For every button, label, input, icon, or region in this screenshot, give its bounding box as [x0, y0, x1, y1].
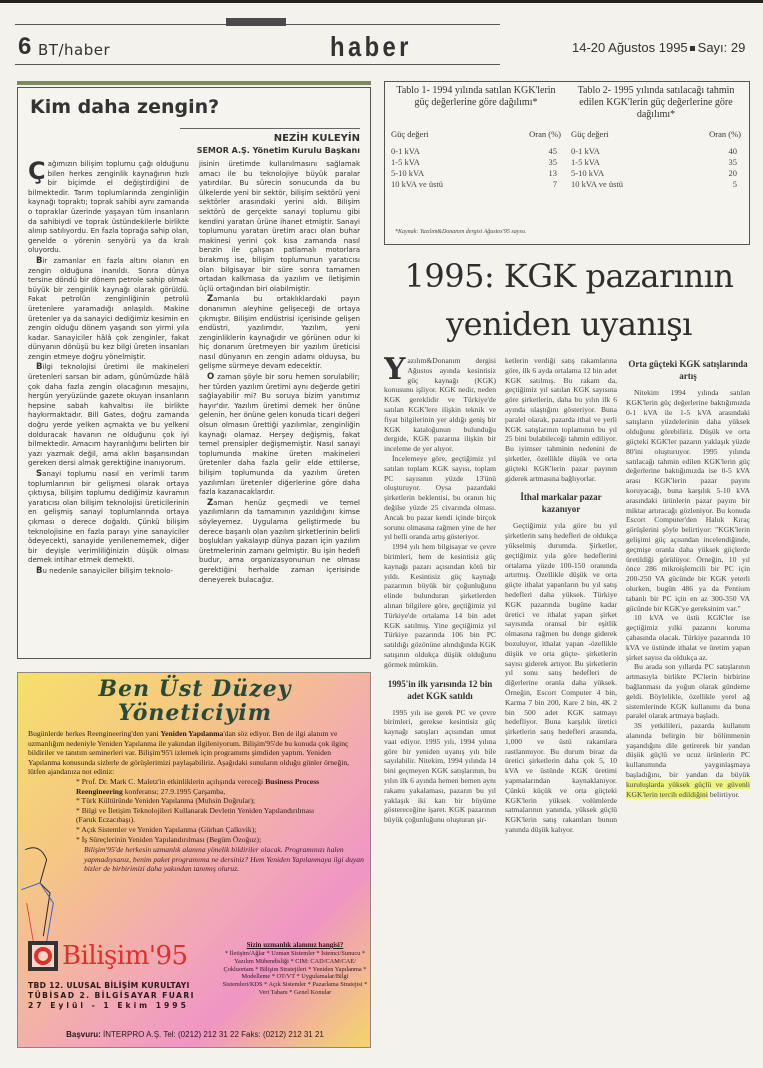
byline: [180, 128, 360, 156]
expertise-list: * İletişim/Ağlar * Uzman Sistemler * İstemci/Sunucu * Yazılım Mühendisliği * CIM: CAD/CAM/CAE/Çokluortam * Bilişim Stratejileri * Yeniden Yapılanma * Modelleme * OT/VT * Uygulamalar/Bilgi Sistemleri/KDS * Açık Sistemler * Pazarlama Stratejisi * Veri Tabanı * Genel Konular: [222, 950, 368, 996]
column-article: [17, 87, 371, 659]
paragraph: [199, 295, 360, 372]
lead-letter: B: [36, 362, 43, 373]
power-value: 10 kVA ve üstü: [571, 179, 624, 189]
section-title: haber: [330, 31, 412, 62]
table-row: [391, 179, 561, 190]
column-header-power: Güç değeri: [391, 129, 429, 139]
ratio-value: 40: [728, 146, 737, 156]
table-2-title: Tablo 2- 1995 yılında satılacağı tahmin edilen KGK'lerin güç değerlerine göre dağılımı*: [577, 85, 735, 120]
event-dates: 27 Eylül - 1 Ekim 1995: [28, 1001, 189, 1010]
power-value: 5-10 kVA: [571, 168, 605, 178]
ad-headline-line-2: Yöneticiyim: [117, 700, 273, 726]
ad-session-item: [76, 825, 364, 835]
article-column-1: [28, 157, 189, 586]
text-run: belirtiyor.: [707, 789, 740, 799]
session-text: * İş Süreçlerinin Yeniden Yapılandırılması (Begüm Özoğuz);: [76, 834, 262, 844]
table-1995: [571, 85, 741, 190]
page-number: 6: [18, 33, 32, 60]
table-row: [391, 168, 561, 179]
paragraph: Nitekim 1994 yılında satılan KGK'lerin güç değerlerine baktığımızda 0-1 kVA ile 1-5 kVA arasındaki satışların yüzdelerinin daha yüksek olduğunu görebiliriz. Düşük ve orta güçteki KGK'ler pazarın yaklaşık yüzde 80'ini oluşturuyor. 1995 yılında satılacağı tahmin edilen KGK'lerin güç değerlerine baktığımızda ise 0-5 kVA arası KGK'lerin pazar payını koruyacağı, buna karşılık 5-10 kVA arasındaki ürünlerin pazar payını bir miktar artıracağı gözleniyor. Bu konuda Escort Computer'den Haluk Kıraç görüşlerini şöyle belirtiyor: "KGK'lerin gelişimi güç açısından incelendiğinde, geçmişe oranla daha yüksek güçlerde üretildiği görülüyor. Örneğin, 10 yıl önce 286 mikroişlemcili bir PC için 200-250 VA gücünde bir KGK yeterli olurken, bugün 486 ya da Pentium tabanlı bir PC için en az 300-350 VA gücünde bir KGK'ye gereksinim var.": [626, 388, 750, 613]
paragraph: Bu arada son yıllarda PC satışlarının artmasıyla birlikte PC'lerin birbirine bağlanması da yoğun olarak gündeme geldi. Böylelikle, özellikle yerel ağ sistemlerinde KGK kullanımı da buna paralel olarak artmaya başladı.: [626, 662, 750, 721]
brand-logo: BT/haber: [38, 41, 111, 59]
session-text: * Prof. Dr. Mark C. Maletz'in etkinliklerin açılışında vereceği: [76, 776, 266, 786]
article-accent-bar: [17, 81, 371, 85]
organizer-line-1: TBD 12. ULUSAL BİLİŞİM KURULTAYI: [28, 981, 190, 990]
paragraph: [28, 363, 189, 469]
header-rule-bottom: [15, 64, 500, 65]
logo-mark-icon: [28, 941, 58, 971]
table-1-rows: [391, 146, 561, 190]
paragraph: İncelemeye göre, geçtiğimiz yıl satılan toplam KGK sayısı, toplam PC sayısının yüzde 13'ünü oluşturuyor. Oysa pazardaki şirketlerin beklentisi, bu oranın hiç değilse yüzde 25 civarında olması. Ancak bu pazar kendi içinde birçok sorunu olmasına rağmen yine de her yıl belli oranda artış gösteriyor.: [384, 453, 496, 542]
article-column-3: [626, 356, 750, 1056]
ad-session-item: [76, 815, 364, 825]
lead-letter: B: [36, 565, 43, 576]
table-2-header: [571, 129, 741, 140]
lead-letter: Z: [207, 497, 214, 508]
ad-intro-text: 'dan söz ediyor. Ben de ilgi alanım ve uzmanlığım nedeniyle Yeniden Yapılanma ile yakından ilgileniyorum. Bilişim'95'de bu konuda çok ilginç bildiriler ve tanıtım seminerleri var. Bilişim'95'i izlemek için programımı şimdiden yaptım. Yeniden Yapılanma konusunda sizlerle de görüşlerimizi paylaşabiliriz. Aşağıdaki sunuların olduğu günler örneğin, lütfen ajandanıza not ediniz:: [28, 729, 350, 777]
subheading: 1995'in ilk yarısında 12 bin adet KGK satıldı: [387, 678, 493, 701]
drop-cap: Ç: [28, 157, 46, 185]
ratio-value: 35: [728, 157, 737, 167]
issue-info: [572, 40, 745, 55]
drop-cap: Y: [384, 356, 406, 387]
ad-headline-line-1: Ben Üst Düzey: [98, 676, 292, 702]
paragraph-text: ir zamanlar en fazla altını olanın en zengin olduğuna inanıldı. Sonra dünya tersine döndü bir dönem petrole sahip olmak büyük bir zenginlik kaynağı olarak görüldü. Fakat petrolün zenginliğinin petrolü üretenlere yaramadığı anlaşıldı. Makine üretenler ya da sanayici dediğimiz kesimin en zengin olduğu dönem yaşandı son yirmi yıla kadar. Sanayiciler hâlâ çok zenginler, fakat dünyanın dönüşü bu kez bilgi üreten insanları zengin etmeye doğru yönelmiştir.: [28, 256, 189, 361]
session-text: konferansı; 27.9.1995 Çarşamba,: [122, 786, 226, 796]
paragraph: 1995 yılı ise gerek PC ve çevre birimleri, gerekse kesintisiz güç kaynağı satışları açısından umut vaat ediyor. 1995 yılı, 1994 yılına göre bir yeniden uyanış yılı bile sayılabilir. Nitekim, 1994 yılında 14 bini geçmeyen KGK satışlarının, bu yılın ilk 6 ayında hemen hemen aynı rakamı yakalaması, pazarın bu yıl yaklaşık iki katı bir büyüme göstereceğine işaret. KGK pazarının büyük çoğunluğunu oluşturan şir-: [384, 707, 496, 825]
column-header-ratio: Oran (%): [709, 129, 741, 139]
lead-letter: S: [36, 469, 43, 479]
article-column-1: [384, 356, 496, 1056]
issue-number: Sayı: 29: [697, 40, 746, 55]
table-row: [391, 146, 561, 157]
session-text: (Faruk Eczacıbaşı).: [76, 815, 136, 825]
session-text: * Bilgi ve İletişim Teknolojileri Kullanarak Devletin Yeniden Yapılandırılması: [76, 805, 315, 815]
paragraph: [28, 157, 189, 256]
subheading: Orta güçteki KGK satışlarında artış: [628, 359, 748, 381]
paragraph: 1994 yılı hem bilgisayar ve çevre birimleri, hem de kesintisiz güç kaynağı pazarı açısından kötü bir yıldı. Kesintisiz güç kaynağı pazarının büyük bir çoğunluğunu elinde bulunduran şirketlerden alınan bilgilere göre, geçtiğimiz yıl Türkiye'de ortalama 14 bin adet KGK satılmış. Yine geçtiğimiz yıl Türkiye pazarında 106 bin PC satıldığı gözönüne alındığında KGK satışının oldukça düşük olduğunu görmek mümkün.: [384, 542, 496, 669]
article-column-2: [199, 160, 360, 586]
paragraph: Geçtiğimiz yıla göre bu yıl şirketlerin satış hedefleri de oldukça yükselmiş durumda. Şirketler, geçtiğimiz yıla göre hedeflerini ortalama yüzde 100-150 oranında artırmış. Özellikle düşük ve orta güçte ithalat yapanların bu yıl satış hedefleri daha yüksek. Türkiye KGK pazarında bugüne kadar üretici ve ithalat yapan şirket sayısında oransal bir eşitlik olmasına rağmen bu denge giderek bozuluyor, ithalat yapan -özellikle düşük ve orta güçte- şirketlerin sayısı giderek artıyor. Bu şirketlerin yıl sonu satış hedefleri de diğerlerine oranla daha yüksek. Örneğin, Escort Computer 4 bin, Karma 7 bin 200, Kare 2 bin, 4K 2 bin 500 adet KGK satmayı hedefliyor. Buna karşılık üretici şirketlerin satış hedefleri arasında, 1,000 ve üstü rakamlara rastlanmıyor. Bu durum biraz da üretici şirketlerin daha çok 5, 10 kVA ve üstünde KGK üretimi yapmalarından kaynaklanıyor. Çünkü küçük ve orta güçteki KGK'lerin yüksek volümlerde satmalarının yanında, yüksek güçlü KGK'lerin satış rakamları bunun yanında düşük kalıyor.: [505, 521, 617, 835]
power-value: 1-5 kVA: [571, 157, 600, 167]
ad-body: [28, 729, 364, 874]
table-1-header: [391, 129, 561, 140]
bilisim95-logo: [28, 941, 188, 971]
table-2-rows: [571, 146, 741, 190]
ratio-value: 45: [548, 146, 557, 156]
ad-session-item: [76, 777, 364, 787]
paragraph-text: jisinin üretimde kullanılmasını sağlamak amacı ile bu teknolojiye büyük paralar yatırdılar. Bu sürecin sonucunda da bu ülkelerde yeni bir sektör, bilişim sektörü yeni sektörler arasındaki yerini aldı. Bilişim sektörü de gerçekte sanayi toplumu gibi kendini yaratan ürüne ihanet etmiştir. Sanayi toplumunu yaratan üretim aracı olan buhar makinesi yerini çok kısa zamanda nasıl benzin ile çalışan patlamalı motorlara bırakmış ise, bilişim toplumunun yaratıcısı olan bilgisayar bir süre sonra tamamen ortadan kalkmasa da yazılım ve iletişimin üçlü ortağından biri olabilmiştir.: [199, 160, 360, 293]
paragraph-text: ilgi teknolojisi üretimi ile makineleri üretenleri sarsan bir adam, günümüzde hâlâ çok daha fazla zengin olacağının mesajını, hergün yeryüzünde gazete okuyan insanların hepsine sabah kahvaltısı ile birlikte haykırmaktadır. Bill Gates, doğru zamanda doğru yerde yelken açmakta ve bu yelkeni dolduracak havanın ne olduğunu çok iyi bilmektedir. Amacım hayranlığımı belirten bir yazı yazmak değil, ama aklın başarısından gereken dersi almak gerektiğine inanıyorum.: [28, 363, 189, 468]
ad-session-item: [76, 806, 364, 816]
column-header-ratio: Oran (%): [529, 129, 561, 139]
advertisement: [17, 672, 371, 1048]
highlighted-text: kuruluşlarda yüksek güçlü ve güvenli KGK'lerin tercih edildiğini: [626, 779, 750, 799]
event-organizers: [28, 981, 218, 1011]
lead-letter: B: [36, 255, 43, 266]
ratio-value: 35: [548, 157, 557, 167]
article-title: Kim daha zengin?: [30, 96, 220, 118]
paragraph: [28, 470, 189, 566]
contact-info: İNTERPRO A.Ş. Tel: (0212) 212 31 22 Faks: (0212) 212 31 21: [103, 1030, 324, 1039]
session-bold: Reengineering: [76, 786, 123, 796]
lead-letter: Z: [207, 294, 214, 305]
ratio-value: 13: [548, 168, 557, 178]
paragraph: [28, 567, 189, 577]
paragraph: [28, 257, 189, 363]
session-text: * Türk Kültüründe Yeniden Yapılanma (Muhsin Doğrular);: [76, 796, 256, 806]
paragraph: [199, 499, 360, 585]
ratio-value: 5: [732, 179, 737, 189]
paragraph: ketlerin verdiği satış rakamlarına göre, ilk 6 ayda ortalama 12 bin adet KGK satılmış. Bu rakam da, geçtiğimiz yıl satılan KGK sayısına göre şirketlerin, daha bu yılın ilk 6 ayında ulaştığını gösteriyor. Buna paralel olarak, pazarda ithal ve yerli KGK satışlarının toplamının bu yıl 25 bini bulabileceği tahmin ediliyor. Bu iyimser tahminin nedenini de şirketler, özellikle düşük ve orta güçteki KGK'lerin pazar payının giderek artmasına bağlıyorlar.: [505, 356, 617, 483]
article-body: [28, 157, 360, 586]
table-1994: [391, 85, 561, 190]
paragraph: 10 kVA ve üstü KGK'ler ise geçtiğimiz yılki pazarını koruma çabasında olacak. Türkiye pazarında 10 kVA ve üstünde ithalat ve üretim yapan şirket sayısı da oldukça az.: [626, 613, 750, 662]
power-value: 0-1 kVA: [391, 146, 420, 156]
ad-contact: [18, 1029, 371, 1040]
power-value: 0-1 kVA: [571, 146, 600, 156]
text-run: 3S yetkilileri, pazarda kullanım alanında belirgin bir bölünmenin yaşandığını dile getirerek bir yandan düşük güçlü ve ucuz ürünlerin PC kullanımında yaygınlaşmaya başladığını, bir yandan da büyük: [626, 721, 750, 780]
issue-date: 14-20 Ağustos 1995: [572, 40, 688, 55]
bullet-icon: [690, 46, 695, 51]
column-header-power: Güç değeri: [571, 129, 609, 139]
ad-session-item: [76, 787, 364, 797]
paragraph: azılım&Donanım dergisi Ağustos ayında kesintisiz güç kaynağı (KGK) konusunu işliyor. KGK nedir, neden KGK gereklidir ve Türkiye'de satılan KGK'lere ilişkin teknik ve fiyat bilgilerinin yer aldığı geniş bir KGK kataloğunun bulunduğu dergide, KGK pazarına ilişkin bir inceleme de yer alıyor.: [384, 356, 496, 454]
paragraph-text: zaman şöyle bir soru hemen sorulabilir; her türden yazılım üretimi aynı değerde getiri sağlayabilir mi? Bu soruya bizim yanıtımız hayır'dır. Yazılım üretimi demek her önüne gelenin, her önüne gelen konuda ticari değeri olsun olmasın ürettiği yazılımlar, zenginliğin kaynağı olamaz. Herşey değişmiş, fakat temel prensipler değişmemiştir. Nasıl sanayi toplumunda makine üreten makineleri üretenler daha fazla gelir elde ettilerse, bilişim toplumunda da yazılım üreten yazılımları üretenler diğerlerine göre daha fazla kazanacaklardır.: [199, 373, 360, 497]
ad-headline: [18, 677, 371, 725]
table-1-title: Tablo 1- 1994 yılında satılan KGK'lerin güç değerlerine göre dağılımı*: [396, 85, 556, 108]
session-bold: Business Process: [265, 776, 320, 786]
power-value: 1-5 kVA: [391, 157, 420, 167]
session-text: * Açık Sistemler ve Yeniden Yapılanma (Gürhan Çalkıvik);: [76, 824, 257, 834]
power-value: 5-10 kVA: [391, 168, 425, 178]
kgk-tables-box: [384, 81, 750, 245]
ad-intro-text: Yeniden Yapılanma: [160, 729, 224, 738]
article-column-2: [505, 356, 617, 1056]
paragraph-text: aman henüz geçmedi ve temel yazılımların da tamamının yazıldığını kimse söyleyemez. Uygulama geliştirmede bu derece başarılı olan yazılım şirketlerinin belirli boşlukları yakalayıp dünya pazarı için yazılım üretmelerinin zamanı gelmiştir. Bu işin hedefi budur, ama organizasyonunun ne olması gerektiğini herhalde zaman içerisinde deneyerek bulacağız.: [199, 498, 360, 584]
table-row: [571, 157, 741, 168]
article-headline: [384, 252, 754, 348]
ad-session-item: [76, 835, 364, 845]
top-border: [0, 0, 763, 3]
table-row: [391, 157, 561, 168]
ad-session-item: [76, 796, 364, 806]
ad-intro-text: Bugünlerde herkes Reengineering'den yani: [28, 729, 161, 738]
author-role: SEMOR A.Ş. Yönetim Kurulu Başkanı: [196, 146, 360, 155]
ad-intro: [28, 729, 364, 777]
power-value: 10 kVA ve üstü: [391, 179, 444, 189]
header-accent-block: [226, 18, 286, 26]
table-source: *Kaynak: Yazılım&Donanım dergisi Ağustos'95 sayısı.: [395, 229, 527, 235]
paragraph: [626, 721, 750, 799]
headline-line-1: 1995: KGK pazarının: [404, 257, 734, 295]
headline-line-2: yeniden uyanışı: [446, 305, 692, 343]
contact-label: Başvuru:: [66, 1030, 101, 1039]
paragraph: [199, 373, 360, 498]
paragraph-text: u nedenle sanayiciler bilişim teknolo-: [42, 566, 174, 575]
paragraph-text: ağımızın bilişim toplumu çağı olduğunu bilen herkes zenginlik kaynağının hızlı bir biçimde el değiştirdiğini de bilmektedir. Tarım toplumlarında zenginliğin kaynağı topraktı; toprak sahibi aynı zamanda o topraklar üzerinde yaşayan tüm insanların da sahibiydi ve toprak üstündekilerle birlikte alınıp satılıyordu. En fazla toprağa sahip olan, genelde o yörenin senyörü ya da kralı oluyordu.: [28, 160, 189, 255]
expertise-heading: Sizin uzmanlık alanınız hangisi?: [246, 941, 344, 949]
table-row: [571, 179, 741, 190]
ratio-value: 7: [552, 179, 557, 189]
lead-letter: O: [207, 372, 215, 383]
ad-session-list: [76, 777, 364, 844]
expertise-areas: [222, 941, 368, 997]
logo-text: Bilişim'95: [62, 941, 188, 971]
paragraph-text: amanla bu ortaklıklardaki payın donanımın aleyhine gelişeceği de ortaya çıkmıştır. Bilişim endüstrisi içerisinde gelişen endüstri, yazılımdır. Yazılım, yeni zenginliklerin kaynağıdır ve görünen odur ki hiç donanım üretmeyen bir yazılım üreticisi nasıl dünyanın en zengin adamı olduysa, bu gelişme sürmeye devam edecektir.: [199, 295, 360, 371]
author-name: NEZİH KULEYİN: [273, 133, 360, 144]
organizer-line-2: TÜBİSAD 2. BİLGİSAYAR FUARI: [28, 991, 195, 1000]
ratio-value: 20: [728, 168, 737, 178]
ad-closing: Bilişim'95'de herkesin uzmanlık alanına yönelik bildiriler olacak. Programınızı halen yapmadıysanız, benim paket programıma ne dersiniz? Hem Yeniden Yapılanmaya ilgi duyan bizler de birbirimizi daha yakından tanımış oluruz.: [84, 845, 364, 874]
table-row: [571, 168, 741, 179]
paragraph-text: anayi toplumu nasıl en verimli tarım toplumlarının bir gelişmesi olarak ortaya çıktıysa, bilişim toplumu dediğimiz kavramın yaratıcısı olan bilişim teknolojisi üreticilerinin en gelişmiş sanayi toplumlarında ortaya çıkması o derece doğaldı. Çünkü bilişim teknolojisine en fazla parayı yine sanayiciler ödeyecekti, sanayide yenilenememek, diğer bir deyişle verimliliğinizin düşük olması demek intihar etmek demekti.: [28, 470, 189, 565]
paragraph: [199, 160, 360, 294]
subheading: İthal markalar pazar kazanıyor: [520, 492, 602, 515]
table-row: [571, 146, 741, 157]
